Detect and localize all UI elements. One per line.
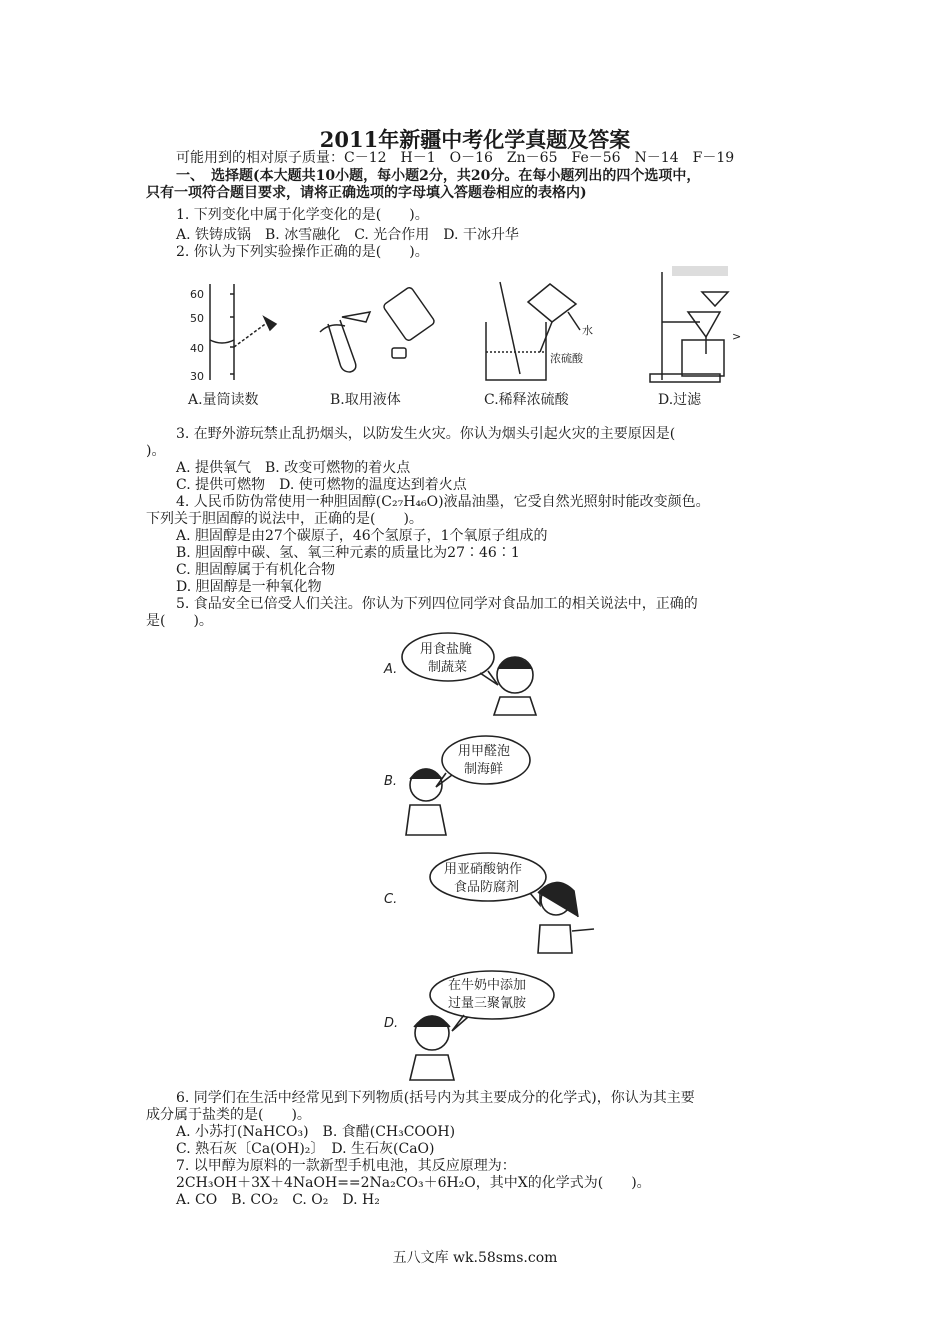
acid-label: 浓硫酸: [550, 352, 583, 365]
filtration-icon: [650, 266, 728, 382]
q7-options: A. CO B. CO₂ C. O₂ D. H₂: [176, 1192, 380, 1208]
q3-options-2: C. 提供可燃物 D. 使可燃物的温度达到着火点: [176, 477, 467, 493]
q3-options-1: A. 提供氧气 B. 改变可燃物的着火点: [176, 460, 411, 476]
bubble-a-letter: A.: [384, 662, 398, 677]
dilute-acid-icon: [486, 282, 580, 380]
q2-lab-figure: [180, 262, 760, 412]
q3-stem-line2: )。: [146, 443, 166, 459]
bubble-d-line1: 在牛奶中添加: [448, 978, 527, 993]
q6-stem-line2: 成分属于盐类的是( )。: [146, 1107, 311, 1123]
q4-option-c: C. 胆固醇属于有机化合物: [176, 562, 336, 578]
q7-stem: 7. 以甲醇为原料的一款新型手机电池，其反应原理为：: [176, 1158, 516, 1174]
footer-watermark: 五八文库 wk.58sms.com: [392, 1250, 558, 1266]
q6-options-2: C. 熟石灰〔Ca(OH)₂〕 D. 生石灰(CaO): [176, 1141, 435, 1157]
bubble-a-line2: 制蔬菜: [428, 660, 468, 675]
q5-cartoon-figure: [380, 625, 620, 1080]
q4-option-d: D. 胆固醇是一种氧化物: [176, 579, 322, 595]
q5-stem-line1: 5. 食品安全已倍受人们关注。你认为下列四位同学对食品加工的相关说法中，正确的: [176, 596, 698, 612]
caption-c: C.稀释浓硫酸: [484, 392, 569, 408]
q1-options: A. 铁铸成锅 B. 冰雪融化 C. 光合作用 D. 干冰升华: [176, 227, 519, 243]
q1-stem: 1. 下列变化中属于化学变化的是( )。: [176, 207, 429, 223]
bubble-a-line1: 用食盐腌: [420, 642, 473, 657]
bubble-c-line2: 食品防腐剂: [454, 880, 520, 895]
bubble-c-letter: C.: [384, 892, 398, 907]
bubble-b-line1: 用甲醛泡: [458, 744, 511, 759]
bubble-d-line2: 过量三聚氰胺: [448, 996, 527, 1011]
q4-stem-line1: 4. 人民币防伪常使用一种胆固醇(C₂₇H₄₆O)液晶油墨，它受自然光照射时能改变颜色。: [176, 494, 710, 510]
tick-40: 40: [190, 342, 204, 355]
bubble-b-letter: B.: [384, 774, 398, 789]
arrow-mark: >: [732, 330, 742, 343]
section-heading-line2: 只有一项符合题目要求，请将正确选项的字母填入答题卷相应的表格内): [146, 185, 587, 201]
boy-a-icon: [494, 657, 536, 715]
boy-d-icon: [410, 1016, 454, 1080]
caption-a: A.量筒读数: [188, 392, 259, 408]
atomic-masses: 可能用到的相对原子质量：C－12 H－1 O－16 Zn－65 Fe－56 N－14 F－19: [176, 150, 735, 166]
page-title: 2011年新疆中考化学真题及答案: [319, 127, 631, 152]
q6-stem-line1: 6. 同学们在生活中经常见到下列物质(括号内为其主要成分的化学式)，你认为其主要: [176, 1090, 695, 1106]
section-heading-line1: 一、 选择题(本大题共10小题，每小题2分，共20分。在每小题列出的四个选项中，: [176, 168, 701, 184]
tick-30: 30: [190, 370, 204, 383]
bubble-b-line2: 制海鲜: [464, 762, 504, 777]
caption-b: B.取用液体: [330, 392, 401, 408]
q6-options-1: A. 小苏打(NaHCO₃) B. 食醋(CH₃COOH): [176, 1124, 456, 1140]
caption-d: D.过滤: [658, 392, 702, 408]
graduated-cylinder-icon: [210, 284, 276, 380]
water-label: 水: [582, 324, 593, 337]
girl-c-icon: [538, 882, 594, 953]
tick-50: 50: [190, 312, 204, 325]
q4-option-b: B. 胆固醇中碳、氢、氧三种元素的质量比为27∶46∶1: [176, 545, 520, 561]
q2-stem: 2. 你认为下列实验操作正确的是( )。: [176, 244, 429, 260]
bubble-c-line1: 用亚硝酸钠作: [444, 862, 523, 877]
bubble-d-letter: D.: [384, 1016, 399, 1031]
boy-b-icon: [406, 769, 446, 835]
tick-60: 60: [190, 288, 204, 301]
q4-option-a: A. 胆固醇是由27个碳原子，46个氢原子，1个氧原子组成的: [176, 528, 548, 544]
q5-stem-line2: 是( )。: [146, 613, 213, 629]
q4-stem-line2: 下列关于胆固醇的说法中，正确的是( )。: [146, 511, 423, 527]
pour-liquid-icon: [320, 286, 436, 372]
q3-stem-line1: 3. 在野外游玩禁止乱扔烟头，以防发生火灾。你认为烟头引起火灾的主要原因是(: [176, 426, 676, 442]
q7-equation: 2CH₃OH＋3X＋4NaOH==2Na₂CO₃＋6H₂O，其中X的化学式为( )。: [176, 1175, 651, 1191]
